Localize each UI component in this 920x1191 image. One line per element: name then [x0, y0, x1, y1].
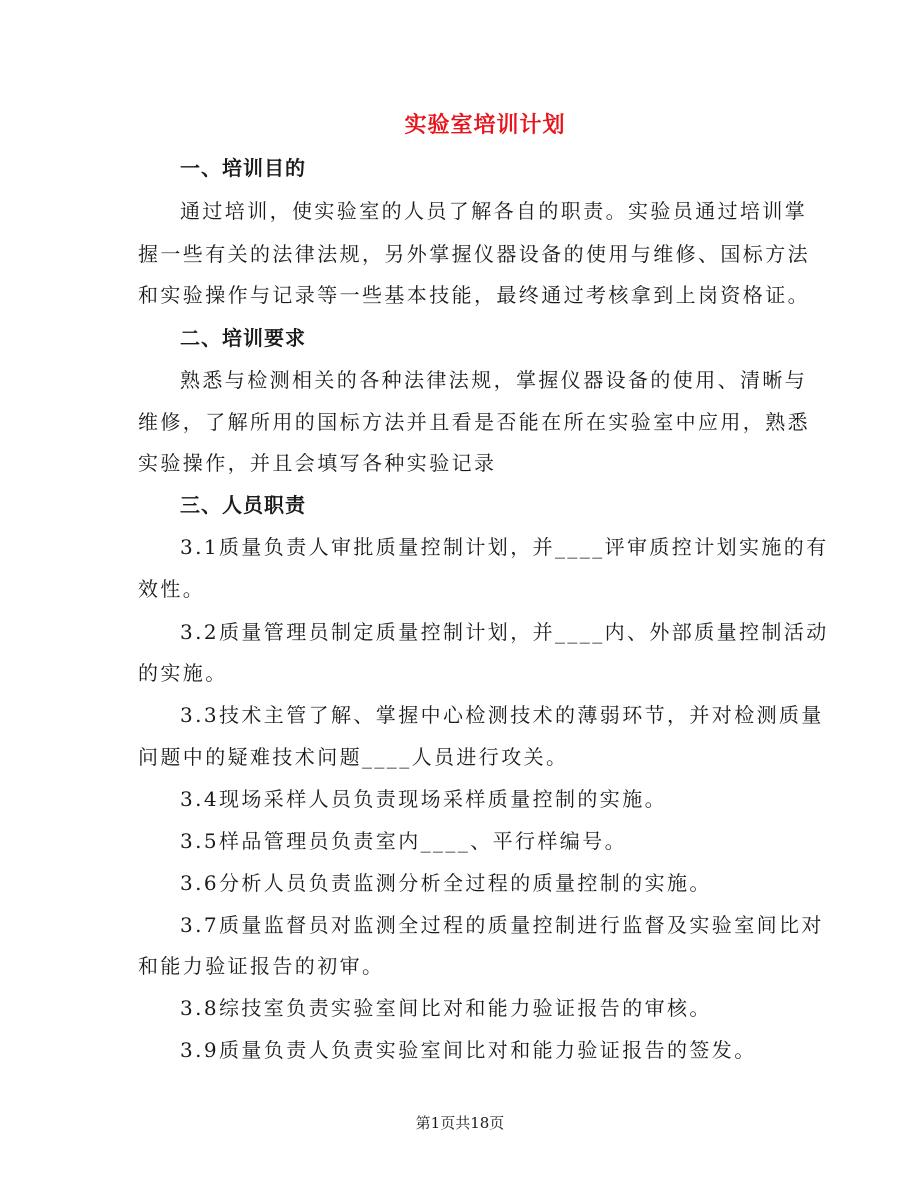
responsibility-line: 3.6分析人员负责监测分析全过程的质量控制的实施。	[180, 871, 712, 895]
responsibility-line: 3.1质量负责人审批质量控制计划，并____评审质控计划实施的有	[180, 535, 829, 559]
responsibility-line: 3.5样品管理员负责室内____、平行样编号。	[180, 829, 628, 853]
paragraph-line: 维修，了解所用的国标方法并且看是否能在所在实验室中应用，熟悉	[138, 410, 810, 434]
responsibility-line: 3.2质量管理员制定质量控制计划，并____内、外部质量控制活动	[180, 620, 829, 644]
section-heading-purpose: 一、培训目的	[180, 156, 306, 180]
page-number: 第1页共18页	[415, 1114, 505, 1132]
paragraph-line: 握一些有关的法律法规，另外掌握仪器设备的使用与维修、国标方法	[138, 242, 810, 266]
paragraph-line: 和实验操作与记录等一些基本技能，最终通过考核拿到上岗资格证。	[138, 283, 810, 307]
responsibility-line: 的实施。	[138, 661, 228, 685]
responsibility-line: 效性。	[138, 577, 206, 601]
responsibility-line: 3.3技术主管了解、掌握中心检测技术的薄弱环节，并对检测质量	[180, 703, 824, 727]
document-title: 实验室培训计划	[404, 112, 566, 138]
responsibility-line: 3.4现场采样人员负责现场采样质量控制的实施。	[180, 787, 668, 811]
section-heading-requirements: 二、培训要求	[180, 326, 306, 350]
responsibility-line: 问题中的疑难技术问题____人员进行攻关。	[138, 745, 569, 769]
section-heading-responsibilities: 三、人员职责	[180, 493, 306, 517]
responsibility-line: 3.9质量负责人负责实验室间比对和能力验证报告的签发。	[180, 1038, 757, 1062]
paragraph-line: 通过培训，使实验室的人员了解各自的职责。实验员通过培训掌	[180, 199, 808, 223]
responsibility-line: 和能力验证报告的初审。	[138, 954, 385, 978]
responsibility-line: 3.7质量监督员对监测全过程的质量控制进行监督及实验室间比对	[180, 913, 824, 937]
responsibility-line: 3.8综技室负责实验室间比对和能力验证报告的审核。	[180, 996, 712, 1020]
paragraph-line: 熟悉与检测相关的各种法律法规，掌握仪器设备的使用、清晰与	[180, 368, 808, 392]
paragraph-line: 实验操作，并且会填写各种实验记录	[138, 451, 497, 475]
